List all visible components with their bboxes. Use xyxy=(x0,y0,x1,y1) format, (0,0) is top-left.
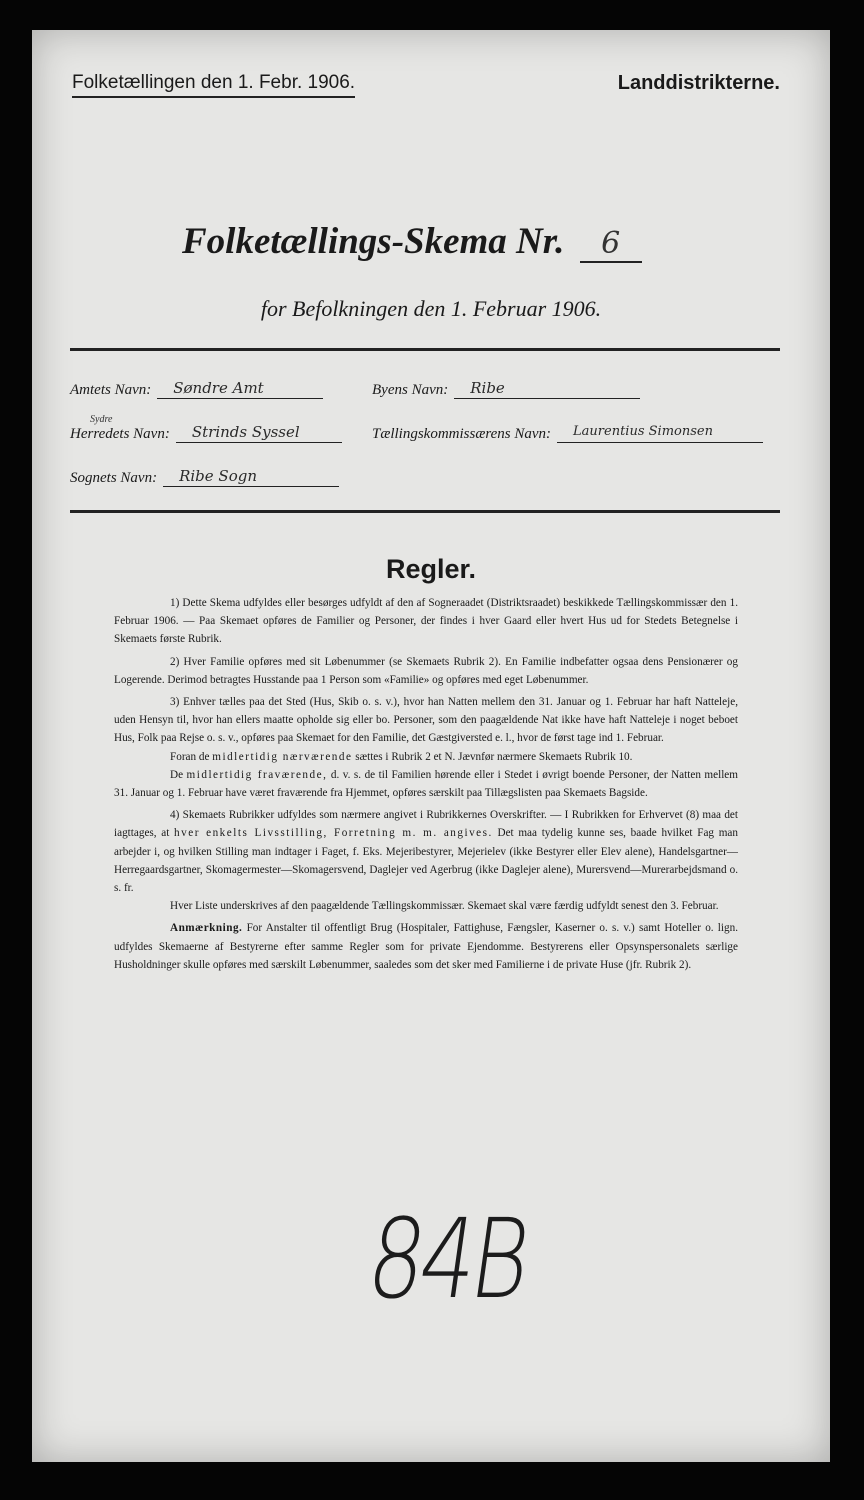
rule-3c-post: d. v. s. de til Familien hørende eller i Stedet i øvrigt boende Personer, der Natten mellem 31. Januar og 1. Februar have været fraværende fra Hjemmet, opføres særskilt paa Tillægslisten paa Skemaets Bagside. xyxy=(114,768,738,800)
rule-3c-pre: De xyxy=(170,768,184,781)
kommissaer-value: Laurentius Simonsen xyxy=(557,422,763,443)
form-number: 6 xyxy=(580,226,642,263)
divider-bottom xyxy=(70,510,780,513)
rule-4-post: Det maa tydelig kunne ses, baade hvilket Fag man arbejder i, og hvilken Stilling man indtager i Faget, f. Eks. Mejeribestyrer, Mejerielev (ikke Bestyrer eller Elev alene), Handelsgartner—Herregaardsgartner, Skomagermester—Skomagersvend, Daglejer ved Agerbrug (ikke Daglejer alene), Murersvend—Murerarbejdsmand o. s. fr. xyxy=(114,827,738,895)
rule-paragraph-3: 3) Enhver tælles paa det Sted (Hus, Skib o. s. v.), hvor han Natten mellem den 31. Januar og 1. Februar har haft Natteleje, uden Hensyn til, hvor han ellers maatte opholde sig eller bo. Personer, som den paagældende Nat ikke have haft Natteleje i noget beboet Hus, Folk paa Rejse o. s. v., opføres paa Skemaet for den Familie, det Gæstgiversted e. l., hvor de først tage ind 1. Februar. xyxy=(114,696,738,745)
handwritten-archive-mark: 84B xyxy=(360,1195,534,1323)
amt-label: Amtets Navn: xyxy=(70,382,152,398)
amt-field xyxy=(70,378,323,399)
herred-correction-note: Sydre xyxy=(90,414,113,425)
sogn-value: Ribe Sogn xyxy=(163,466,339,487)
rule-3b-emphasis: midlertidig nærværende xyxy=(212,750,353,763)
rule-paragraph-3b xyxy=(114,748,738,766)
form-title-text: Folketællings-Skema Nr. xyxy=(182,221,565,262)
rule-note xyxy=(114,919,738,974)
rule-paragraph-2: 2) Hver Familie opføres med sit Løbenummer (se Skemaets Rubrik 2). En Familie indbefatter ogsaa dens Pensionærer og Logerende. Derimod betragtes Husstande paa 1 Person som «Familie» og opføres med eget Løbenummer. xyxy=(114,655,738,686)
kommissaer-label: Tællingskommissærens Navn: xyxy=(372,426,552,442)
census-form-page xyxy=(32,30,830,1462)
sogn-label: Sognets Navn: xyxy=(70,470,158,486)
herred-field xyxy=(70,422,342,443)
sogn-field xyxy=(70,466,339,487)
kommissaer-field xyxy=(372,422,763,443)
form-subtitle: for Befolkningen den 1. Februar 1906. xyxy=(260,296,602,321)
note-text: For Anstalter til offentligt Brug (Hospitaler, Fattighuse, Fængsler, Kaserner o. s. v.) samt Hoteller o. lign. udfyldes Skemaerne af Bestyrerne efter samme Regler som for private Ejendomme. Bestyrerens eller Opsynspersonalets særlige Husholdninger skulle opføres med særskilt Løbenummer, saaledes som det sker med Familierne i de private Huse (jfr. Rubrik 2). xyxy=(114,922,738,971)
form-title xyxy=(182,220,642,263)
rule-3b-post: sættes i Rubrik 2 et N. Jævnfør nærmere Skemaets Rubrik 10. xyxy=(355,750,633,763)
note-heading: Anmærkning. xyxy=(170,922,243,935)
byen-value: Ribe xyxy=(454,378,640,399)
rule-3c-emphasis: midlertidig fraværende, xyxy=(186,768,328,781)
rule-paragraph-4b: Hver Liste underskrives af den paagældende Tællingskommissær. Skemaet skal være færdig udfyldt senest den 3. Februar. xyxy=(170,900,719,913)
byen-label: Byens Navn: xyxy=(372,382,449,398)
herred-label: Herredets Navn: xyxy=(70,426,170,442)
rules-body xyxy=(114,594,738,978)
rules-heading: Regler. xyxy=(385,554,477,584)
divider-top xyxy=(70,348,780,351)
rule-paragraph-4 xyxy=(114,806,738,897)
district-type-label: Landdistrikterne. xyxy=(617,72,780,94)
rule-4-emphasis: hver enkelts Livsstilling, Forretning m. m. angives. xyxy=(174,827,493,840)
rule-paragraph-1: 1) Dette Skema udfyldes eller besørges udfyldt af den af Sogneraadet (Distriktsraadet) beskikkede Tællingskommissær den 1. Februar 1906. — Paa Skemaet opføres de Familier og Personer, der findes i hver Gaard eller hvert Hus ud for Stedets Betegnelse i Skemaets første Rubrik. xyxy=(114,597,738,646)
byen-field xyxy=(372,378,640,399)
rule-paragraph-3c xyxy=(114,766,738,802)
rule-4-pre: 4) Skemaets Rubrikker udfyldes som nærmere angivet i Rubrikkernes Overskrifter. — I Rubrikken for Erhvervet (8) maa det iagttages, at xyxy=(114,809,738,840)
census-header-title: Folketællingen den 1. Febr. 1906. xyxy=(72,72,355,98)
rule-3b-pre: Foran de xyxy=(170,750,210,763)
amt-value: Søndre Amt xyxy=(157,378,323,399)
herred-value: Strinds Syssel xyxy=(176,422,342,443)
